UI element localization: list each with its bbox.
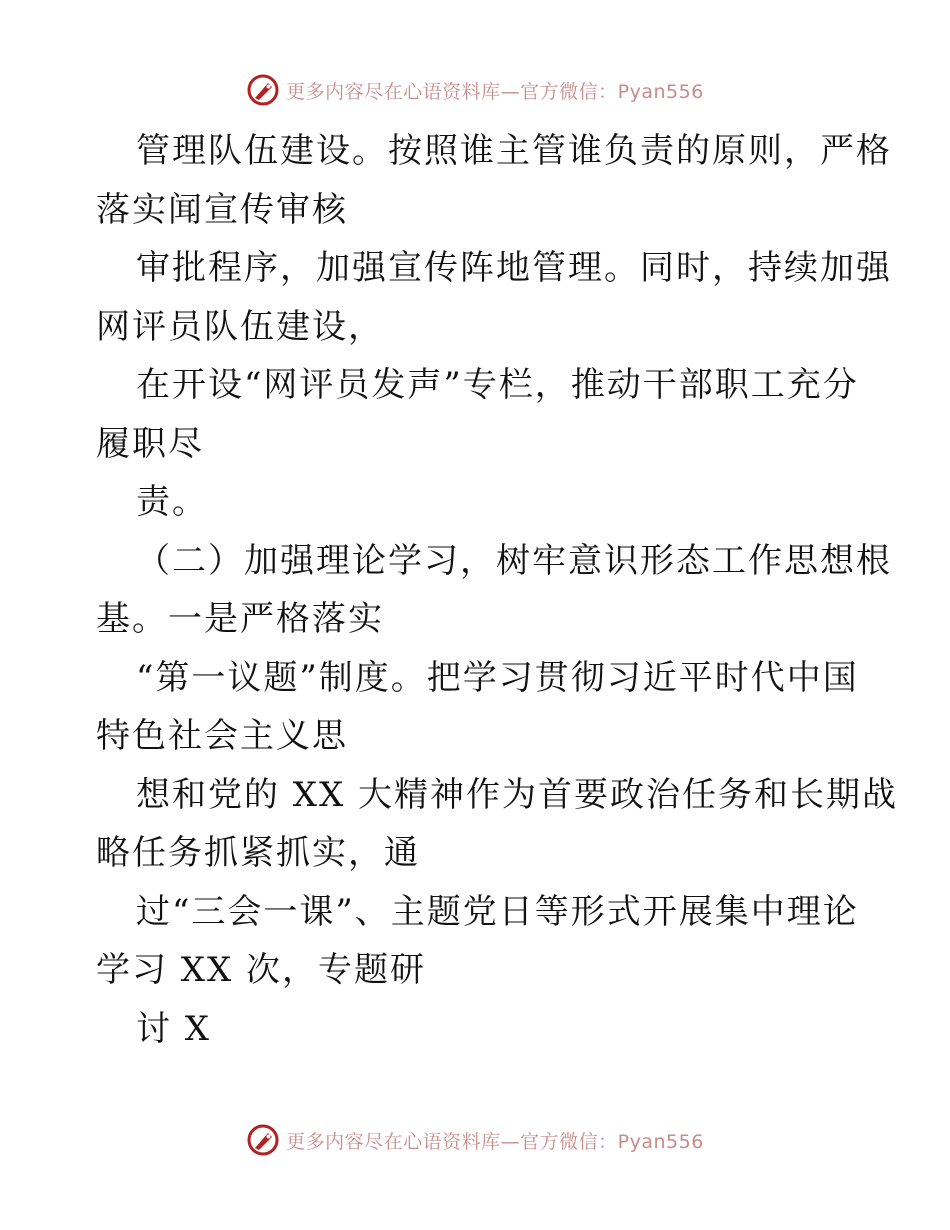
pen-nib-icon: [246, 1123, 280, 1157]
text-line: 略任务抓紧抓实，通: [96, 833, 420, 873]
text-line: 特色社会主义思: [96, 716, 348, 756]
footer-banner-text: 更多内容尽在心语资料库—官方微信：Pyan556: [286, 1130, 704, 1153]
header-banner: [0, 70, 950, 110]
text-line: “第一议题”制度。把学习贯彻习近平时代中国: [136, 657, 859, 698]
text-line: 责。: [136, 482, 208, 522]
pen-nib-icon: [246, 73, 280, 107]
text-line: 在开设“网评员发声”专栏，推动干部职工充分: [136, 365, 859, 405]
footer-banner: [0, 1120, 950, 1160]
text-line: 履职尽: [96, 423, 204, 464]
text-line: 管理队伍建设。按照谁主管谁负责的原则，严格: [136, 131, 892, 171]
header-banner-text: 更多内容尽在心语资料库—官方微信：Pyan556: [286, 80, 704, 103]
text-line: 学习 XX 次，专题研: [96, 950, 427, 990]
text-line: （二）加强理论学习，树牢意识形态工作思想根: [136, 540, 892, 581]
text-line: 想和党的 XX 大精神作为首要政治任务和长期战: [136, 774, 899, 815]
text-line: 审批程序，加强宣传阵地管理。同时，持续加强: [136, 248, 892, 288]
text-line: 落实闻宣传审核: [96, 189, 348, 230]
text-line: 讨 X: [136, 1008, 212, 1049]
text-line: 基。一是严格落实: [96, 599, 384, 639]
text-line: 网评员队伍建设，: [96, 306, 384, 347]
document-body: [96, 122, 899, 1058]
text-line: 过“三会一课”、主题党日等形式开展集中理论: [136, 891, 859, 932]
